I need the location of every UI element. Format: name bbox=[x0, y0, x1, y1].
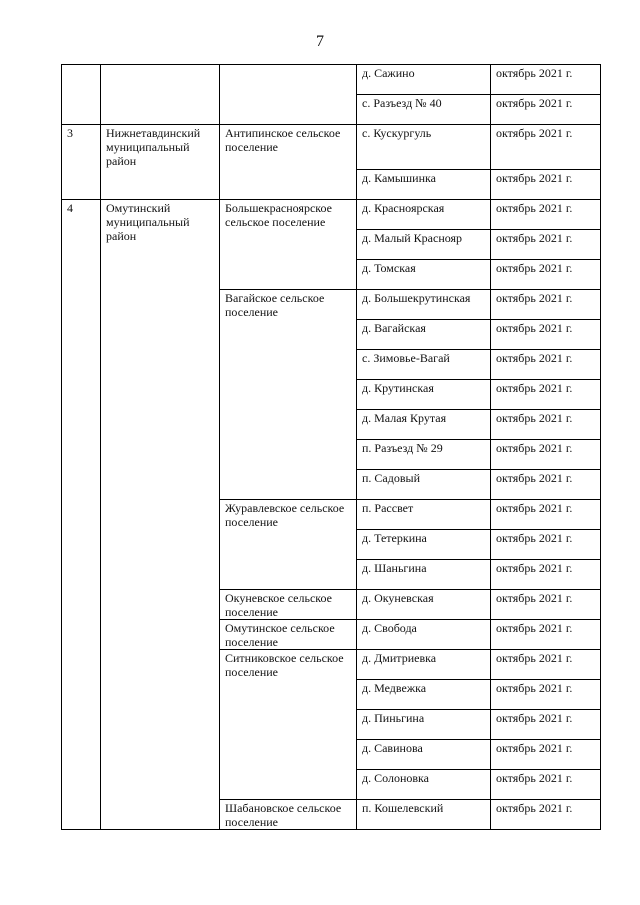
locality-cell: д. Медвежка bbox=[357, 680, 491, 710]
settlement-cell bbox=[220, 65, 357, 125]
date-cell: октябрь 2021 г. bbox=[491, 65, 601, 95]
date-cell: октябрь 2021 г. bbox=[491, 650, 601, 680]
locality-cell: с. Зимовье-Вагай bbox=[357, 350, 491, 380]
locality-cell: д. Малая Крутая bbox=[357, 410, 491, 440]
date-cell: октябрь 2021 г. bbox=[491, 590, 601, 620]
locality-cell: д. Большекрутинская bbox=[357, 290, 491, 320]
locality-cell: с. Кускургуль bbox=[357, 125, 491, 170]
date-cell: октябрь 2021 г. bbox=[491, 740, 601, 770]
date-cell: октябрь 2021 г. bbox=[491, 440, 601, 470]
date-cell: октябрь 2021 г. bbox=[491, 470, 601, 500]
row-number-cell bbox=[62, 65, 101, 125]
locality-cell: д. Вагайская bbox=[357, 320, 491, 350]
date-cell: октябрь 2021 г. bbox=[491, 260, 601, 290]
date-cell: октябрь 2021 г. bbox=[491, 710, 601, 740]
district-cell: Омутинский муниципальный район bbox=[101, 200, 220, 830]
date-cell: октябрь 2021 г. bbox=[491, 380, 601, 410]
table-row bbox=[62, 200, 601, 230]
date-cell: октябрь 2021 г. bbox=[491, 95, 601, 125]
locality-cell: п. Разъезд № 29 bbox=[357, 440, 491, 470]
table-row bbox=[62, 125, 601, 170]
settlement-cell: Журавлевское сельское поселение bbox=[220, 500, 357, 590]
locality-cell: д. Савинова bbox=[357, 740, 491, 770]
page-number: 7 bbox=[316, 33, 324, 50]
row-number-cell: 3 bbox=[62, 125, 101, 200]
date-cell: октябрь 2021 г. bbox=[491, 800, 601, 830]
table-row bbox=[62, 65, 601, 95]
locality-cell: д. Камышинка bbox=[357, 170, 491, 200]
locality-cell: д. Красноярская bbox=[357, 200, 491, 230]
date-cell: октябрь 2021 г. bbox=[491, 290, 601, 320]
locality-cell: п. Рассвет bbox=[357, 500, 491, 530]
date-cell: октябрь 2021 г. bbox=[491, 500, 601, 530]
locality-cell: д. Крутинская bbox=[357, 380, 491, 410]
locality-cell: д. Тетеркина bbox=[357, 530, 491, 560]
settlements-table bbox=[61, 64, 601, 830]
settlement-cell: Антипинское сельское поселение bbox=[220, 125, 357, 200]
locality-cell: д. Шаньгина bbox=[357, 560, 491, 590]
locality-cell: п. Садовый bbox=[357, 470, 491, 500]
date-cell: октябрь 2021 г. bbox=[491, 320, 601, 350]
locality-cell: д. Окуневская bbox=[357, 590, 491, 620]
locality-cell: д. Солоновка bbox=[357, 770, 491, 800]
locality-cell: д. Томская bbox=[357, 260, 491, 290]
locality-cell: д. Малый Краснояр bbox=[357, 230, 491, 260]
district-cell bbox=[101, 65, 220, 125]
locality-cell: с. Разъезд № 40 bbox=[357, 95, 491, 125]
settlement-cell: Шабановское сельское поселение bbox=[220, 800, 357, 830]
date-cell: октябрь 2021 г. bbox=[491, 530, 601, 560]
settlement-cell: Большекрасноярское сельское поселение bbox=[220, 200, 357, 290]
date-cell: октябрь 2021 г. bbox=[491, 170, 601, 200]
settlement-cell: Ситниковское сельское поселение bbox=[220, 650, 357, 800]
date-cell: октябрь 2021 г. bbox=[491, 350, 601, 380]
row-number-cell: 4 bbox=[62, 200, 101, 830]
settlement-cell: Вагайское сельское поселение bbox=[220, 290, 357, 500]
locality-cell: д. Свобода bbox=[357, 620, 491, 650]
date-cell: октябрь 2021 г. bbox=[491, 560, 601, 590]
date-cell: октябрь 2021 г. bbox=[491, 770, 601, 800]
date-cell: октябрь 2021 г. bbox=[491, 230, 601, 260]
date-cell: октябрь 2021 г. bbox=[491, 680, 601, 710]
date-cell: октябрь 2021 г. bbox=[491, 125, 601, 170]
settlement-cell: Омутинское сельское поселение bbox=[220, 620, 357, 650]
settlement-cell: Окуневское сельское поселение bbox=[220, 590, 357, 620]
date-cell: октябрь 2021 г. bbox=[491, 200, 601, 230]
locality-cell: д. Дмитриевка bbox=[357, 650, 491, 680]
locality-cell: п. Кошелевский bbox=[357, 800, 491, 830]
locality-cell: д. Пиньгина bbox=[357, 710, 491, 740]
district-cell: Нижнетавдинский муниципальный район bbox=[101, 125, 220, 200]
locality-cell: д. Сажино bbox=[357, 65, 491, 95]
date-cell: октябрь 2021 г. bbox=[491, 410, 601, 440]
date-cell: октябрь 2021 г. bbox=[491, 620, 601, 650]
